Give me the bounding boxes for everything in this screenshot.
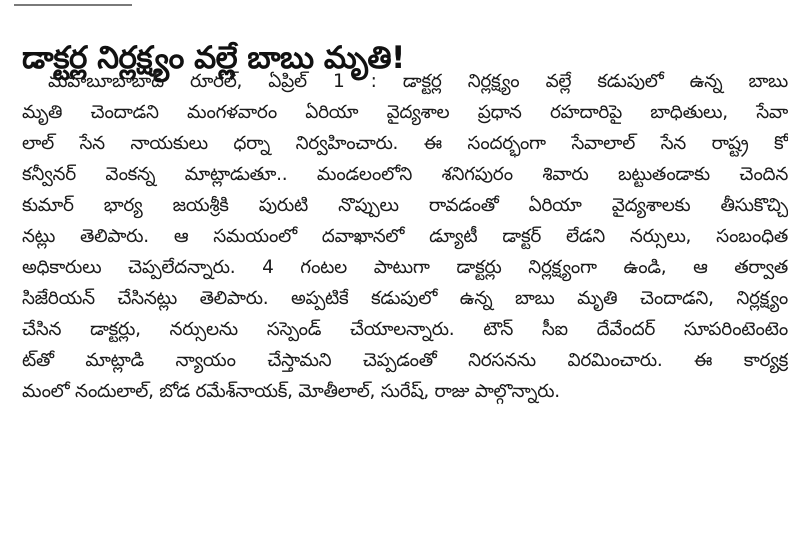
article-line: ట్‌తో మాట్లాడి న్యాయం చేస్తామని చెప్పడంతో నిరసనను విరమించారు. ఈ కార్యక్ర	[22, 350, 788, 371]
article-line: కుమార్ భార్య జయశ్రీకి పురుటి నొప్పులు రావడంతో ఏరియా వైద్యశాలకు తీసుకొచ్చి	[22, 195, 788, 216]
article-line: లాల్ సేన నాయకులు ధర్నా నిర్వహించారు. ఈ సందర్భంగా సేవాలాల్ సేన రాష్ట్ర కో	[22, 133, 788, 154]
headline: డాక్టర్ల నిర్లక్ష్యం వల్లే బాబు మృతి!	[22, 39, 405, 76]
article-line: సిజేరియన్ చేసినట్లు తెలిపారు. అప్పటికే కడుపులో ఉన్న బాబు మృతి చెందాడని, నిర్లక్ష్యం	[22, 288, 788, 309]
article-line: చేసిన డాక్టర్లు, నర్సులను సస్పెండ్ చేయాలన్నారు. టౌన్ సీఐ దేవేందర్ సూపరింటెంటెం	[22, 319, 788, 340]
top-divider-rule	[14, 0, 132, 6]
article-body	[22, 66, 788, 438]
article-line: మంలో నందులాల్, బోడ రమేశ్‌నాయక్, మోతీలాల్, సురేష్, రాజు పాల్గొన్నారు.	[22, 381, 560, 402]
article-line: కన్వీనర్ వెంకన్న మాట్లాడుతూ.. మండలంలోని శనిగపురం శివారు బట్టుతండాకు చెందిన	[22, 164, 788, 185]
article-line: మహబూబాబాద్ రూరల్, ఏప్రిల్ 1 : డాక్టర్ల నిర్లక్ష్యం వల్లే కడుపులో ఉన్న బాబు	[48, 71, 788, 92]
article-line: నట్లు తెలిపారు. ఆ సమయంలో దవాఖానలో డ్యూటీ డాక్టర్ లేడని నర్సులు, సంబంధిత	[22, 226, 788, 247]
article-line: అధికారులు చెప్పలేదన్నారు. 4 గంటల పాటుగా డాక్టర్లు నిర్లక్ష్యంగా ఉండి, ఆ తర్వాత	[22, 257, 788, 278]
article-line: మృతి చెందాడని మంగళవారం ఏరియా వైద్యశాల ప్రధాన రహదారిపై బాధితులు, సేవా	[22, 102, 788, 123]
